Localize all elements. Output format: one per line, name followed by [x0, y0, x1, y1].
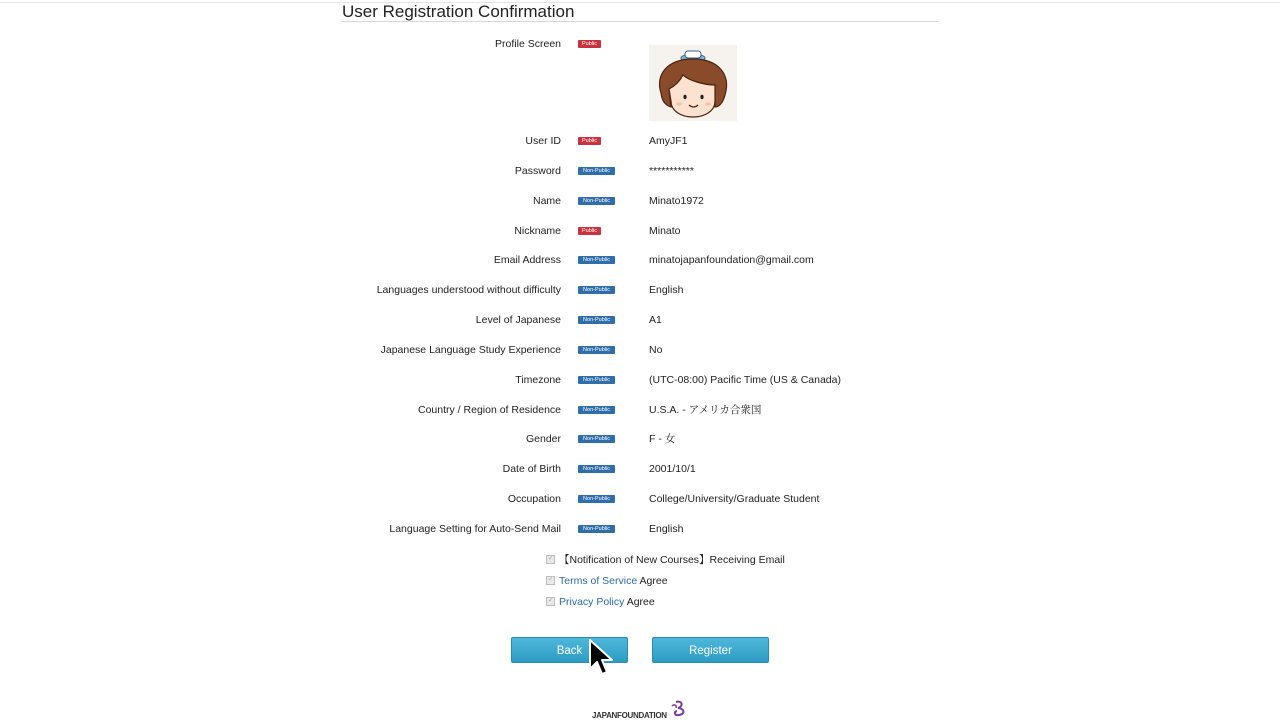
logo-text: JAPANFOUNDATION	[592, 711, 667, 720]
register-button[interactable]: Register	[652, 637, 769, 663]
field-value: (UTC-08:00) Pacific Time (US & Canada)	[649, 374, 841, 386]
field-label: Profile Screen	[495, 38, 561, 50]
mouse-pointer-icon	[588, 639, 614, 679]
field-label: Japanese Language Study Experience	[380, 344, 561, 356]
profile-avatar	[649, 45, 737, 121]
page-title: User Registration Confirmation	[342, 2, 575, 21]
non-public-badge: Non-Public	[578, 346, 615, 354]
terms-check-row	[546, 574, 668, 588]
field-label: Date of Birth	[502, 463, 561, 475]
field-label: Level of Japanese	[475, 314, 561, 326]
field-label: Country / Region of Residence	[418, 404, 561, 416]
notification-checkbox: ✓	[547, 555, 554, 562]
field-value: ***********	[649, 165, 694, 177]
field-label: Name	[532, 195, 561, 207]
field-row-japanese-level	[300, 312, 1000, 328]
back-button[interactable]: Back	[511, 637, 628, 663]
field-value: F - 女	[649, 433, 676, 445]
field-value: No	[649, 344, 663, 356]
field-row-name	[300, 193, 1000, 209]
field-label: Gender	[525, 433, 561, 445]
privacy-check-row	[546, 595, 655, 609]
field-row-nickname	[300, 223, 1000, 239]
field-row-user-id	[300, 133, 1000, 149]
field-value: English	[649, 284, 684, 296]
field-row-country	[300, 402, 1000, 418]
non-public-badge: Non-Public	[578, 525, 615, 533]
non-public-badge: Non-Public	[578, 316, 615, 324]
notification-check-row	[546, 553, 785, 567]
non-public-badge: Non-Public	[578, 167, 615, 175]
non-public-badge: Non-Public	[578, 197, 615, 205]
field-row-timezone	[300, 372, 1000, 388]
public-badge: Public	[578, 227, 601, 235]
field-value: Minato1972	[649, 195, 704, 207]
non-public-badge: Non-Public	[578, 286, 615, 294]
top-divider	[0, 2, 1280, 3]
public-badge: Public	[578, 40, 601, 48]
field-value: College/University/Graduate Student	[649, 493, 820, 505]
field-row-occupation	[300, 491, 1000, 507]
japan-foundation-logo-icon	[668, 700, 690, 720]
non-public-badge: Non-Public	[578, 256, 615, 264]
field-row-date-of-birth	[300, 461, 1000, 477]
field-row-gender	[300, 431, 1000, 447]
terms-agree-label: Agree	[637, 575, 668, 587]
privacy-policy-link[interactable]: Privacy Policy	[559, 596, 625, 608]
field-value: U.S.A. - アメリカ合衆国	[649, 404, 762, 416]
field-row-study-experience	[300, 342, 1000, 358]
japan-foundation-logo	[592, 700, 702, 720]
field-label: Nickname	[514, 225, 561, 237]
field-label: User ID	[525, 135, 561, 147]
field-value: Minato	[649, 225, 681, 237]
field-label: Email Address	[493, 254, 561, 266]
field-row-auto-send-language	[300, 521, 1000, 537]
field-label: Language Setting for Auto-Send Mail	[389, 523, 561, 535]
notification-label: 【Notification of New Courses】Receiving Email	[559, 554, 785, 566]
field-value: English	[649, 523, 684, 535]
field-label: Languages understood without difficulty	[376, 284, 561, 296]
non-public-badge: Non-Public	[578, 406, 615, 414]
privacy-checkbox: ✓	[547, 597, 554, 604]
non-public-badge: Non-Public	[578, 465, 615, 473]
terms-checkbox: ✓	[547, 576, 554, 583]
field-label: Timezone	[515, 374, 561, 386]
cartoon-girl-avatar-icon	[649, 45, 737, 121]
field-row-email	[300, 252, 1000, 268]
terms-of-service-link[interactable]: Terms of Service	[559, 575, 638, 587]
field-value: A1	[649, 314, 662, 326]
field-label: Occupation	[507, 493, 561, 505]
public-badge: Public	[578, 137, 601, 145]
field-value: AmyJF1	[649, 135, 688, 147]
field-value: minatojapanfoundation@gmail.com	[649, 254, 814, 266]
field-label: Password	[514, 165, 561, 177]
title-divider	[342, 21, 938, 22]
field-row-password	[300, 163, 1000, 179]
non-public-badge: Non-Public	[578, 376, 615, 384]
privacy-agree-label: Agree	[624, 596, 655, 608]
non-public-badge: Non-Public	[578, 495, 615, 503]
field-row-languages	[300, 282, 1000, 298]
field-value: 2001/10/1	[649, 463, 696, 475]
non-public-badge: Non-Public	[578, 435, 615, 443]
